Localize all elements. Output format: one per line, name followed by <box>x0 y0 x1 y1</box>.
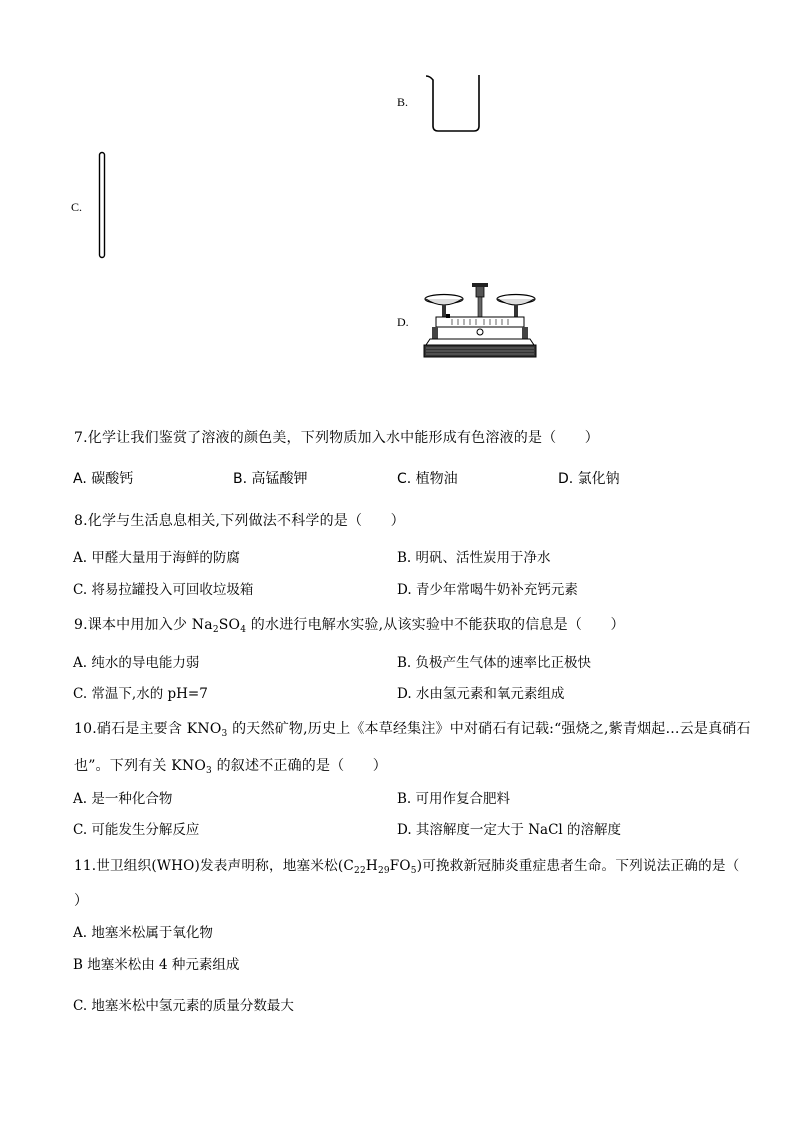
q8-option-b: B. 明矾、活性炭用于净水 <box>397 550 551 566</box>
question-10-stem-line1: 10.硝石是主要含 $KNO_3$ 的天然矿物,历史上《本草经集注》中对硝石有记载:“强烧之,紫青烟起…云是真硝石 <box>74 721 751 739</box>
q7-option-c: C. 植物油 <box>397 471 458 487</box>
q11-option-a: A. 地塞米松属于氧化物 <box>73 925 213 941</box>
q9-option-d: D. 水由氢元素和氧元素组成 <box>397 686 565 702</box>
beaker-icon <box>424 72 482 134</box>
q10-option-d: D. 其溶解度一定大于 NaCl 的溶解度 <box>397 822 622 838</box>
q10-option-c: C. 可能发生分解反应 <box>73 822 200 838</box>
q11-option-c: C. 地塞米松中氢元素的质量分数最大 <box>73 998 294 1014</box>
q7-option-d: D. 氯化钠 <box>558 471 620 487</box>
question-10-stem-line2: 也”。下列有关 $KNO_3$ 的叙述不正确的是（ ） <box>74 758 387 776</box>
balance-scale-icon <box>420 283 540 361</box>
question-11-stem-line2: ） <box>74 893 89 909</box>
glass-rod-icon <box>97 151 107 259</box>
question-8-stem: 8.化学与生活息息相关,下列做法不科学的是（ ） <box>74 513 405 529</box>
q9-option-b: B. 负极产生气体的速率比正极快 <box>397 655 592 671</box>
q11-option-b: B 地塞米松由 4 种元素组成 <box>73 957 240 973</box>
q8-option-a: A. 甲醛大量用于海鲜的防腐 <box>73 550 240 566</box>
q7-option-b: B. 高锰酸钾 <box>233 471 308 487</box>
q8-option-c: C. 将易拉罐投入可回收垃圾箱 <box>73 582 254 598</box>
option-c-label: C. <box>71 200 83 214</box>
question-11-stem-line1: 11.世卫组织(WHO)发表声明称，地塞米松$(C_{22}H_{29}FO_5)$可挽救新冠肺炎重症患者生命。下列说法正确的是（ <box>74 858 740 876</box>
q10-option-a: A. 是一种化合物 <box>73 791 173 807</box>
q9-option-a: A. 纯水的导电能力弱 <box>73 655 200 671</box>
q9-option-c: C. 常温下,水的 pH=7 <box>73 686 208 702</box>
q7-option-a: A. 碳酸钙 <box>73 471 134 487</box>
question-7-stem: 7.化学让我们鉴赏了溶液的颜色美，下列物质加入水中能形成有色溶液的是（ ） <box>74 430 599 446</box>
option-d-label: D. <box>397 315 409 329</box>
q8-option-d: D. 青少年常喝牛奶补充钙元素 <box>397 582 578 598</box>
q10-option-b: B. 可用作复合肥料 <box>397 791 511 807</box>
option-b-label: B. <box>397 95 409 109</box>
question-9-stem: 9.课本中用加入少 $Na_2SO_4$ 的水进行电解水实验,从该实验中不能获取的信息是（ ） <box>74 617 625 635</box>
